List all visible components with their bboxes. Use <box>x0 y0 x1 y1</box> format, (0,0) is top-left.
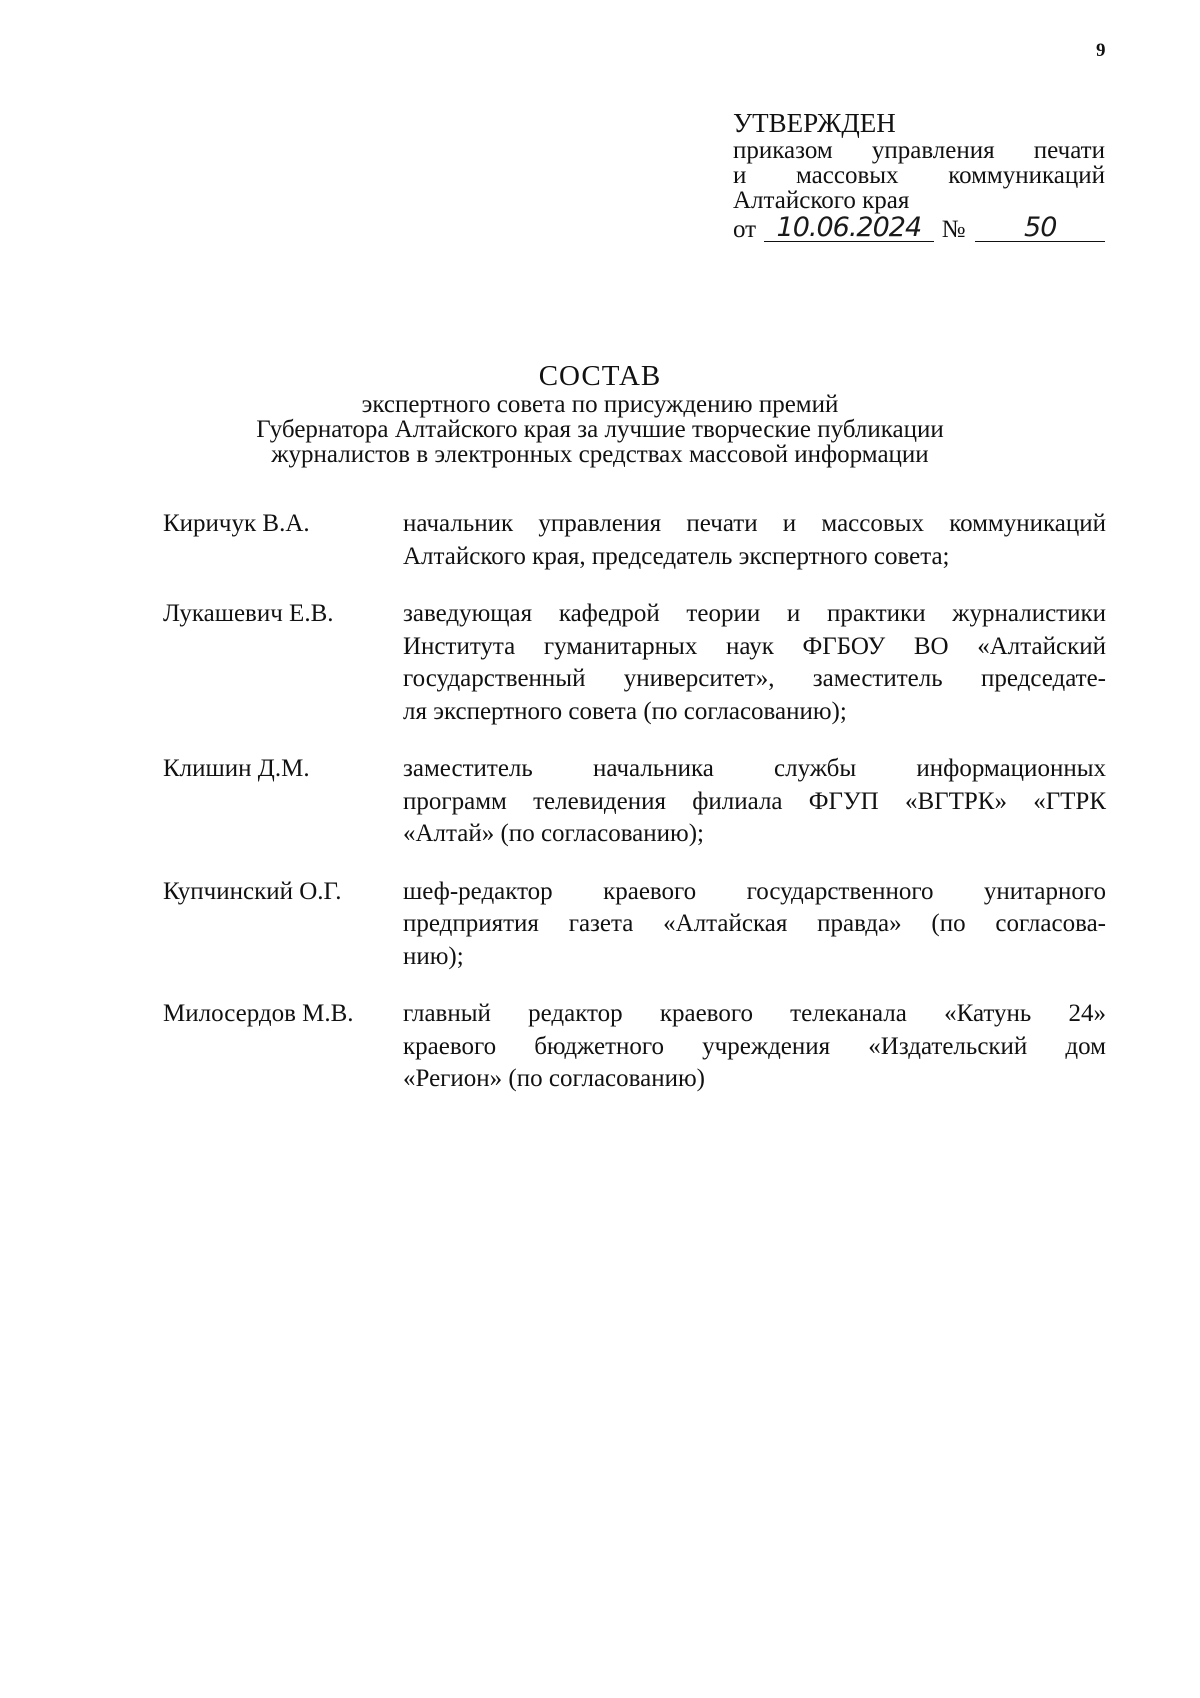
approval-word: печати <box>1033 137 1105 164</box>
member-role <box>403 876 1106 974</box>
approval-word: управления <box>871 137 995 164</box>
member-role-line: предприятия газета «Алтайская правда» (по согласова- <box>403 910 1106 937</box>
document-title-block <box>0 360 1200 467</box>
member-role <box>403 598 1106 728</box>
member-role-line: краевого бюджетного учреждения «Издательский дом <box>403 1032 1106 1060</box>
approval-number: 50 <box>975 215 1105 242</box>
number-label: № <box>941 216 966 243</box>
document-subtitle-line-1: экспертного совета по присуждению премий <box>361 391 839 418</box>
approval-word: массовых <box>796 162 899 189</box>
member-role <box>403 753 1106 851</box>
document-subtitle-line-3: журналистов в электронных средствах массовой информации <box>271 441 929 468</box>
member-role <box>403 508 1106 573</box>
approval-line-1 <box>733 138 1105 163</box>
member-role-line: Института гуманитарных наук ФГБОУ ВО «Алтайский <box>403 632 1106 660</box>
member-role-line: главный редактор краевого телеканала «Катунь 24» <box>403 1000 1106 1027</box>
member-role-line: нию); <box>403 942 464 970</box>
member-role-line: начальник управления печати и массовых коммуникаций <box>403 510 1106 537</box>
approval-line-2 <box>733 163 1105 188</box>
approval-line-3: Алтайского края <box>733 187 910 214</box>
members-list <box>163 508 1106 1121</box>
member-name: Милосердов М.В. <box>163 1000 354 1027</box>
approval-word: и <box>733 162 747 189</box>
member-role <box>403 998 1106 1096</box>
member-role-line: ля экспертного совета (по согласованию); <box>403 697 847 725</box>
member-name: Киричук В.А. <box>163 510 310 537</box>
approval-date-row <box>733 212 1105 243</box>
member-row <box>163 508 1106 573</box>
approval-word: приказом <box>733 137 833 164</box>
member-role-line: заведующая кафедрой теории и практики журналистики <box>403 600 1106 627</box>
document-subtitle-line-2: Губернатора Алтайского края за лучшие творческие публикации <box>256 416 944 443</box>
member-name: Лукашевич Е.В. <box>163 600 334 627</box>
member-role-line: «Регион» (по согласованию) <box>403 1065 705 1092</box>
member-row <box>163 598 1106 728</box>
member-row <box>163 753 1106 851</box>
approval-word: коммуникаций <box>948 162 1105 189</box>
member-role-line: государственный университет», заместитель председате- <box>403 665 1106 692</box>
member-role-line: шеф-редактор краевого государственного унитарного <box>403 877 1106 905</box>
approval-date: 10.06.2024 <box>764 215 933 242</box>
approval-stamp <box>733 108 1105 242</box>
member-name: Купчинский О.Г. <box>163 877 342 905</box>
member-role-line: программ телевидения филиала ФГУП «ВГТРК» «ГТРК <box>403 787 1106 815</box>
member-name: Клишин Д.М. <box>163 755 310 782</box>
member-row <box>163 998 1106 1096</box>
member-role-line: Алтайского края, председатель экспертного совета; <box>403 542 950 570</box>
approval-heading: УТВЕРЖДЕН <box>733 108 896 138</box>
page-number: 9 <box>1096 40 1106 61</box>
document-title: СОСТАВ <box>538 360 662 392</box>
member-row <box>163 876 1106 974</box>
member-role-line: «Алтай» (по согласованию); <box>403 820 704 847</box>
member-role-line: заместитель начальника службы информационных <box>403 755 1106 782</box>
from-label: от <box>733 216 757 243</box>
